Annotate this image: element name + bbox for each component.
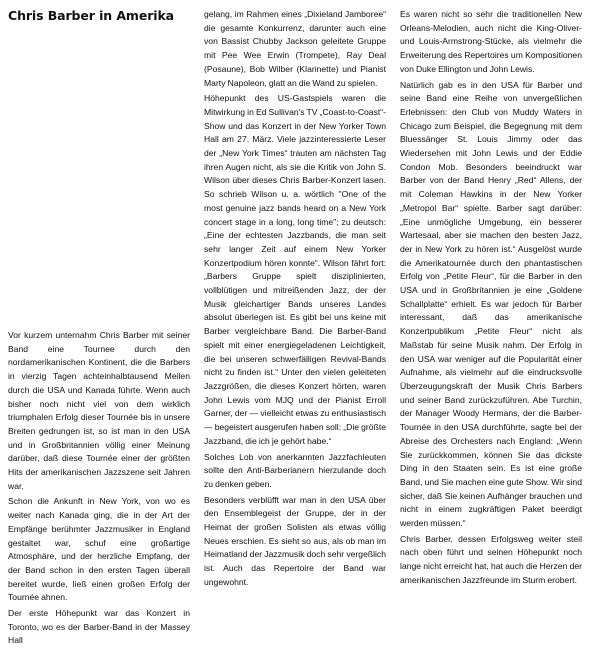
paragraph: Natürlich gab es in den USA für Barber und seine Band eine Reihe von unvergeßlichen Erlebnissen: den Club von Muddy Waters in Chicago zum Beispiel, die Begegnung mit dem Bluessänger St. Louis Jimmy oder das Wiedersehen mit John Lewis und der Eddie Condon Mob. Besonders beeindruckt war Barber von der Band Henry „Red“ Allens, der mit Coleman Hawkins in der New Yorker „Metropol Bar“ spielte. Barber sagt darüber: „Eine unmögliche Umgebung, ein besserer Wartesaal, aber sie machen den besten Jazz, der in New York zu hören ist.“ Ausgelöst wurde die Amerikatournée durch den phantastischen Erfolg von „Petite Fleur“, für die Barber in den USA und in Großbritannien je eine „Goldene Schallplatte“ erhielt. Es war jedoch für Barber interessant, daß das amerikanische Konzertpublikum „Petite Fleur“ nicht als Maßstab für seine Musik nahm. Der Erfolg in den USA war weniger auf die Popularität einer Aufnahme, als vielmehr auf die eindrucksvolle Überzeugungskraft der Musik Chris Barbers und seiner Band zurückzuführen. Abe Turchin, der Manager Woody Hermans, der die Barber-Tournée in den USA durchführte, sagte bei der Abreise des Orchesters nach England: „Wenn Sie zurückkommen, können Sie das dickste Ding in den Staaten sein. Es ist eine große Band, und Sie machen eine gute Show. Wir sind sicher, daß Sie keinen Aufhänger brauchen und nicht in einem zugkräftigen Paket beerdigt werden müssen.“ [400, 79, 582, 529]
paragraph: Solches Lob von anerkannten Jazzfachleuten sollte den Anti-Barberianern hierzulande doch zu denken geben. [204, 451, 386, 489]
paragraph: gelang, im Rahmen eines „Dixieland Jamboree“ die gesamte Konkurrenz, darunter auch eine von Bassist Chubby Jackson geleitete Gruppe mit Pee Wee Erwin (Trompete), Ray Deal (Posaune), Bob Wilber (Klarinette) und Pianist Marty Napoleon, glatt an die Wand zu spielen. [204, 9, 386, 88]
paragraph: Chris Barber, dessen Erfolgsweg weiter steil nach oben führt und seinen Höhepunkt noch lange nicht erreicht hat, hat auch die Herzen der amerikanischen Jazzfreunde im Sturm erobert. [400, 533, 582, 585]
paragraph: Höhepunkt des US-Gastspiels waren die Mitwirkung in Ed Sullivan's TV „Coast-to-Coast“-Show und das Konzert in der New Yorker Town Hall am 27. März. Viele jazzinteressierte Leser der „New York Times“ trauten am nächsten Tag ihren Augen nicht, als sie die Kritik von John S. Wilson über dieses Chris Barber-Konzert lasen. So schrieb Wilson u. a. wörtlich "One of the most genuine jazz bands heard on a New York concert stage in a long, long time"; zu deutsch: „Eine der echtesten Jazzbands, die man seit sehr langer Zeit auf einem New Yorker Konzertpodium hören konnte“. Wilson fährt fort: „Barbers Gruppe spielt disziplinierten, vollblütigen und mitreißenden Jazz, der der Musik gleichartiger Bands unseres Landes absolut überlegen ist. Es gibt bei uns keine mit Barber vergleichbare Band. Die Barber-Band spielt mit einer energiegeladenen Leichtigkeit, die bei unseren schwerfälligen Revival-Bands nicht zu finden ist.“ Unter den vielen geleiteten Jazzgrößen, die dieses Konzert hörten, waren John Lewis vom MJQ und der Pianist Erroll Garner, der — vielleicht etwas zu enthusiastisch — begeistert ausgerufen haben soll: „Die größte Jazzband, die ich je gehört habe.“ [204, 93, 386, 446]
paragraph: Der erste Höhepunkt war das Konzert in Toronto, wo es der Barber-Band in der Massey Hall [8, 608, 190, 646]
text-column-2 [204, 8, 386, 592]
paragraph: Es waren nicht so sehr die traditionellen New Orleans-Melodien, auch nicht die King-Oliver- und Louis-Armstrong-Stücke, als vielmehr die Erweiterung des Repertoires um Kompositionen von Duke Ellington und John Lewis. [400, 9, 582, 74]
article-title: Chris Barber in Amerika [8, 8, 174, 23]
text-column-1 [8, 329, 190, 650]
paragraph: Vor kurzem unternahm Chris Barber mit seiner Band eine Tournee durch den nordamerikanischen Kontinent, die die Barbers in vierzig Tagen achteinhalbtausend Meilen durch die USA und Kanada führte. Wenn auch bisher noch nicht viel von dem wirklich triumphalen Erfolg dieser Tournée bis in unsere Breiten gedrungen ist, so ist man in den USA und in Großbritannien völlig einer Meinung darüber, daß diese Tournée einer der größten Hits der amerikanischen Jazzszene seit Jahren war. [8, 330, 190, 491]
paragraph: Besonders verblüfft war man in den USA über den Ensemblegeist der Gruppe, der in der Heimat der großen Solisten als etwas völlig Neues erschien. Es sieht so aus, als ob man im Heimatland der Jazzmusik doch sehr vergeßlich ist. Auch das Repertoire der Band war ungewohnt. [204, 494, 386, 587]
paragraph: Schon die Ankunft in New York, von wo es weiter nach Kanada ging, die in der Art der Empfänge berühmter Jazzmusiker in England gestaltet war, schuf eine großartige Atmosphäre, und der herzliche Empfang, der der Band schon in den ersten Tagen überall bereitet wurde, ließ einen großen Erfolg der Tournée ahnen. [8, 496, 190, 603]
text-column-3 [400, 8, 582, 590]
